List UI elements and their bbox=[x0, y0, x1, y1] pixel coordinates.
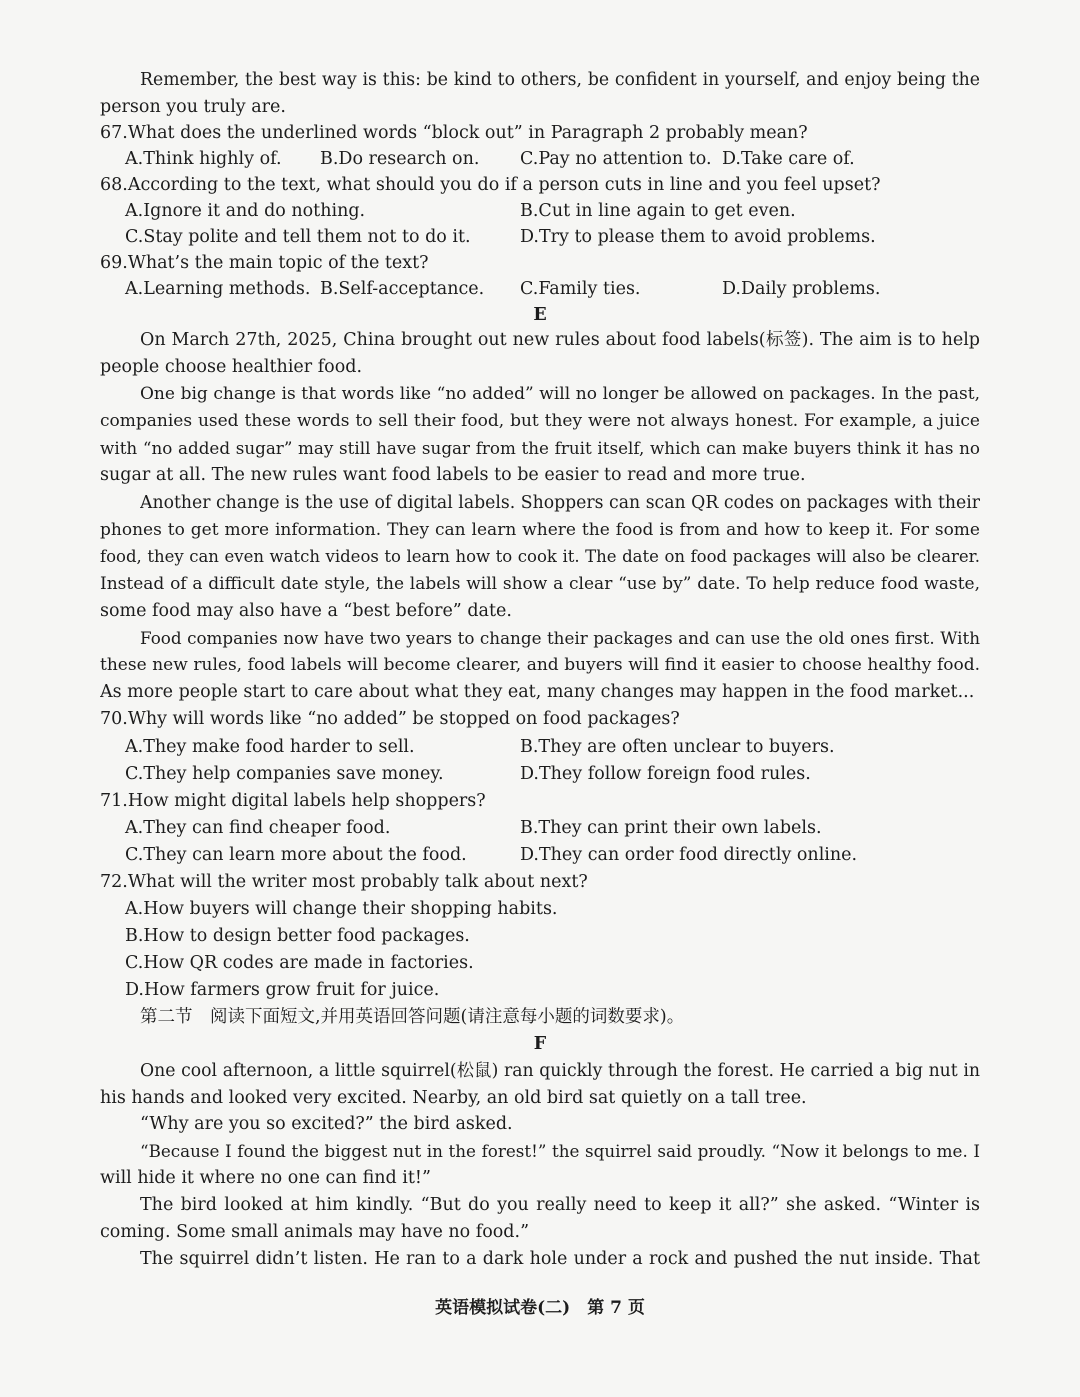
q67-option-d: D.Take care of. bbox=[722, 149, 855, 169]
q72-option-d: D.How farmers grow fruit for juice. bbox=[125, 980, 440, 1000]
q69-option-c: C.Family ties. bbox=[520, 279, 641, 299]
q68-option-a: A.Ignore it and do nothing. bbox=[125, 201, 366, 221]
section-2-instruction: 第二节 阅读下面短文,并用英语回答问题(请注意每小题的词数要求)。 bbox=[140, 1007, 685, 1027]
passage-e-line: One big change is that words like “no added” will no longer be allowed on packages. In the past, bbox=[140, 384, 980, 404]
q68-option-c: C.Stay polite and tell them not to do it. bbox=[125, 227, 471, 247]
passage-e-line: people choose healthier food. bbox=[100, 357, 363, 377]
passage-e-line: Food companies now have two years to change their packages and can use the old ones first. With bbox=[140, 628, 980, 648]
question-68-stem: 68.According to the text, what should you do if a person cuts in line and you feel upset? bbox=[100, 175, 881, 195]
q69-option-a: A.Learning methods. bbox=[125, 279, 311, 299]
passage-e-line: with “no added sugar” may still have sugar from the fruit itself, which can make buyers think it has no bbox=[100, 438, 980, 458]
q67-option-c: C.Pay no attention to. bbox=[520, 149, 712, 169]
passage-d-line: person you truly are. bbox=[100, 97, 286, 117]
q71-option-a: A.They can find cheaper food. bbox=[125, 818, 391, 838]
q69-option-b: B.Self-acceptance. bbox=[320, 279, 485, 299]
q68-option-d: D.Try to please them to avoid problems. bbox=[520, 227, 876, 247]
passage-f-line: his hands and looked very excited. Nearby, an old bird sat quietly on a tall tree. bbox=[100, 1088, 807, 1108]
passage-f-line: “Because I found the biggest nut in the forest!” the squirrel said proudly. “Now it belongs to me. I bbox=[140, 1141, 980, 1161]
passage-e-line: Instead of a difficult date style, the labels will show a clear “use by” date. To help reduce food waste, bbox=[100, 574, 980, 594]
underlined-phrase: block out bbox=[431, 123, 514, 143]
q67-option-b: B.Do research on. bbox=[320, 149, 480, 169]
passage-e-line: these new rules, food labels will become clearer, and buyers will find it easier to choose healthy food. bbox=[100, 655, 980, 675]
q70-option-a: A.They make food harder to sell. bbox=[125, 737, 415, 757]
q71-option-b: B.They can print their own labels. bbox=[520, 818, 822, 838]
q70-option-c: C.They help companies save money. bbox=[125, 764, 444, 784]
q70-option-b: B.They are often unclear to buyers. bbox=[520, 737, 835, 757]
question-67-stem-part: ” in Paragraph 2 probably mean? bbox=[513, 123, 808, 143]
question-67-stem bbox=[100, 120, 980, 146]
question-69-stem: 69.What’s the main topic of the text? bbox=[100, 253, 429, 273]
section-e-heading: E bbox=[533, 305, 547, 325]
passage-f-line: One cool afternoon, a little squirrel(松鼠) ran quickly through the forest. He carried a big nut in bbox=[140, 1061, 980, 1081]
passage-d-line: Remember, the best way is this: be kind to others, be confident in yourself, and enjoy being the bbox=[140, 70, 980, 90]
q72-option-a: A.How buyers will change their shopping habits. bbox=[125, 899, 558, 919]
passage-f-line: “Why are you so excited?” the bird asked. bbox=[140, 1114, 513, 1134]
passage-f-line: coming. Some small animals may have no food.” bbox=[100, 1222, 530, 1242]
q70-option-d: D.They follow foreign food rules. bbox=[520, 764, 811, 784]
passage-e-line: some food may also have a “best before” date. bbox=[100, 601, 512, 621]
question-72-stem: 72.What will the writer most probably talk about next? bbox=[100, 872, 588, 892]
passage-e-line: phones to get more information. They can learn where the food is from and how to keep it. For some bbox=[100, 520, 980, 540]
passage-e-line: sugar at all. The new rules want food labels to be easier to read and more true. bbox=[100, 465, 806, 485]
passage-e-line: companies used these words to sell their food, but they were not always honest. For example, a juice bbox=[100, 411, 980, 431]
passage-e-line: As more people start to care about what they eat, many changes may happen in the food market... bbox=[100, 682, 975, 702]
passage-f-line: The squirrel didn’t listen. He ran to a dark hole under a rock and pushed the nut inside. That bbox=[140, 1249, 980, 1269]
q69-option-d: D.Daily problems. bbox=[722, 279, 881, 299]
passage-f-line: The bird looked at him kindly. “But do you really need to keep it all?” she asked. “Winter is bbox=[140, 1195, 980, 1215]
question-71-stem: 71.How might digital labels help shoppers? bbox=[100, 791, 486, 811]
page-footer: 英语模拟试卷(二) 第 7 页 bbox=[435, 1298, 645, 1318]
passage-e-line: Another change is the use of digital labels. Shoppers can scan QR codes on packages with their bbox=[140, 493, 980, 513]
passage-e-line: On March 27th, 2025, China brought out new rules about food labels(标签). The aim is to help bbox=[140, 330, 980, 350]
section-f-heading: F bbox=[533, 1034, 547, 1054]
question-70-stem: 70.Why will words like “no added” be stopped on food packages? bbox=[100, 709, 680, 729]
q72-option-b: B.How to design better food packages. bbox=[125, 926, 470, 946]
passage-f-line: will hide it where no one can find it!” bbox=[100, 1168, 431, 1188]
q67-option-a: A.Think highly of. bbox=[125, 149, 282, 169]
q68-option-b: B.Cut in line again to get even. bbox=[520, 201, 796, 221]
q71-option-d: D.They can order food directly online. bbox=[520, 845, 858, 865]
q72-option-c: C.How QR codes are made in factories. bbox=[125, 953, 474, 973]
passage-e-line: food, they can even watch videos to learn how to cook it. The date on food packages will also be clearer. bbox=[100, 547, 980, 566]
q71-option-c: C.They can learn more about the food. bbox=[125, 845, 467, 865]
question-67-stem-part: 67.What does the underlined words “ bbox=[100, 123, 432, 143]
